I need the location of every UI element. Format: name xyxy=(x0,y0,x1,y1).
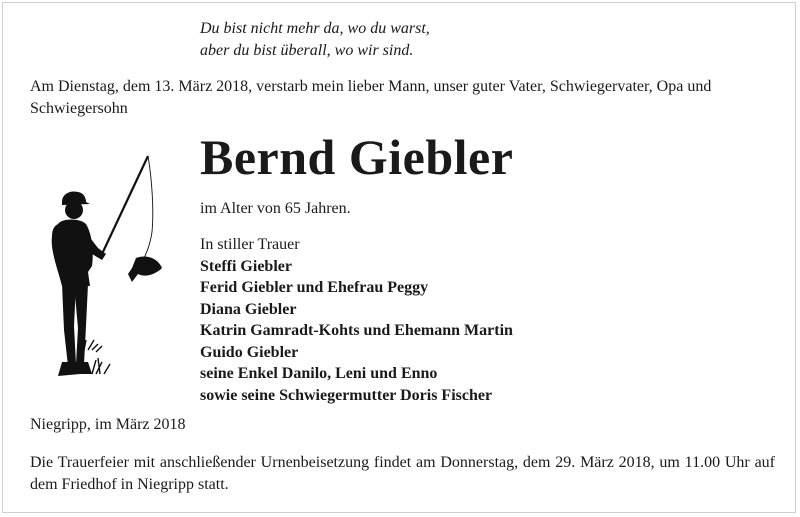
poem-line-2: aber du bist überall, wo wir sind. xyxy=(200,42,414,59)
deceased-name: Bernd Giebler xyxy=(200,129,514,185)
mourner-name: Ferid Giebler und Ehefrau Peggy xyxy=(200,279,429,296)
mourner-name: Katrin Gamradt-Kohts und Ehemann Martin xyxy=(200,322,513,339)
poem-line-1: Du bist nicht mehr da, wo du warst, xyxy=(200,20,430,37)
mourners-lead: In stiller Trauer xyxy=(200,236,300,253)
mourner-name: Steffi Giebler xyxy=(200,257,292,275)
mourners-list xyxy=(200,234,513,406)
fisherman-silhouette-icon xyxy=(40,150,180,390)
mourner-name: sowie seine Schwiegermutter Doris Fischer xyxy=(200,386,493,404)
funeral-notice: Die Trauerfeier mit anschließender Urnenbeisetzung findet am Donnerstag, dem 29. März 2018, um 11.00 Uhr auf dem Friedhof in Niegripp statt. xyxy=(30,454,775,493)
mourner-name: seine Enkel Danilo, Leni und Enno xyxy=(200,365,438,382)
place-date: Niegripp, im März 2018 xyxy=(30,416,186,433)
mourner-name: Diana Giebler xyxy=(200,300,297,318)
mourner-name: Guido Giebler xyxy=(200,343,299,361)
intro-text: Am Dienstag, dem 13. März 2018, verstarb mein lieber Mann, unser guter Vater, Schwiegervater, Opa und Schwiegersohn xyxy=(30,78,712,117)
age-line: im Alter von 65 Jahren. xyxy=(200,200,351,217)
poem xyxy=(200,18,430,62)
